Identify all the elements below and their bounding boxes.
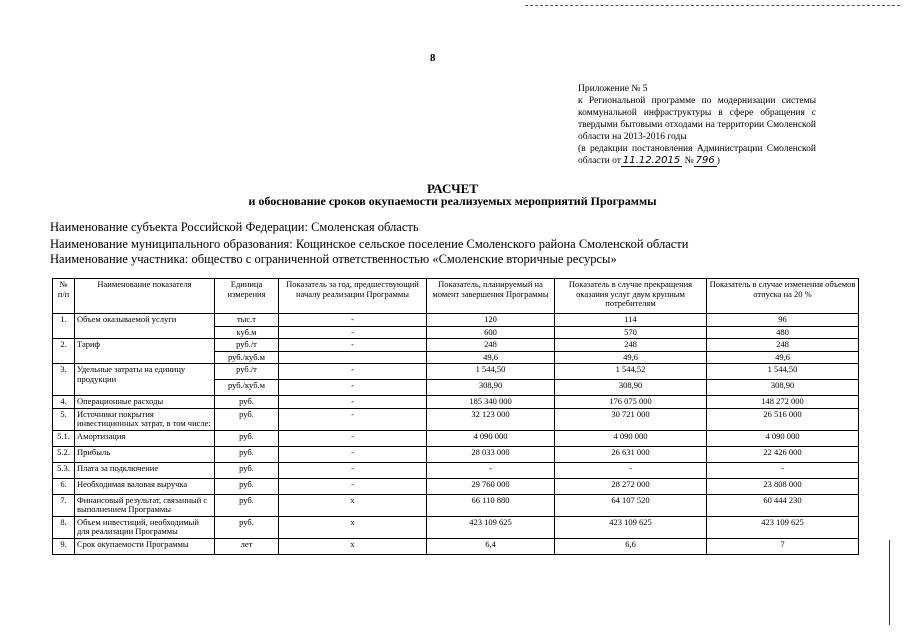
cell-unit: руб./куб.м	[215, 380, 279, 396]
header-stop: Показатель в случае прекращения оказания услуг двум крупным потребителям	[555, 279, 707, 314]
subject-line: Наименование субъекта Российской Федерации: Смоленская область	[50, 220, 419, 234]
cell-stop: 28 272 000	[555, 478, 707, 494]
cell-name: Необходимая валовая выручка	[75, 478, 215, 494]
cell-change: 22 426 000	[707, 446, 859, 462]
cell-plan: 4 090 000	[427, 430, 555, 446]
cell-unit: руб.	[215, 462, 279, 478]
document-subtitle: и обоснование сроков окупаемости реализуемых мероприятий Программы	[248, 194, 657, 208]
header-change: Показатель в случае изменения объемов отпуска на 20 %	[707, 279, 859, 314]
cell-prev: -	[279, 326, 427, 339]
cell-unit: тыс.т	[215, 314, 279, 327]
table-row	[53, 516, 859, 538]
cell-stop: 248	[555, 339, 707, 352]
scan-edge-line	[889, 540, 890, 625]
cell-plan: 28 033 000	[427, 446, 555, 462]
cell-prev: х	[279, 538, 427, 554]
cell-name: Плата за подключение	[75, 462, 215, 478]
cell-prev: -	[279, 430, 427, 446]
cell-num: 6.	[53, 478, 75, 494]
table-row	[53, 494, 859, 516]
cell-plan: 423 109 625	[427, 516, 555, 538]
table-row	[53, 430, 859, 446]
cell-plan: -	[427, 462, 555, 478]
header-name: Наименование показателя	[75, 279, 215, 314]
appendix-block	[578, 83, 816, 167]
cell-plan: 6,4	[427, 538, 555, 554]
document-title: РАСЧЕТ	[427, 181, 478, 196]
header-plan: Показатель, планируемый на момент завершения Программы	[427, 279, 555, 314]
cell-change: 26 516 000	[707, 408, 859, 430]
cell-stop: 423 109 625	[555, 516, 707, 538]
cell-name: Прибыль	[75, 446, 215, 462]
cell-plan: 600	[427, 326, 555, 339]
cell-prev: -	[279, 364, 427, 380]
cell-prev: -	[279, 446, 427, 462]
handwritten-number: 796	[695, 155, 715, 166]
cell-plan: 32 123 000	[427, 408, 555, 430]
table-row	[53, 478, 859, 494]
cell-change: 248	[707, 339, 859, 352]
cell-num: 1.	[53, 314, 75, 339]
cell-name: Объем инвестиций, необходимый для реализации Программы	[75, 516, 215, 538]
cell-stop: 114	[555, 314, 707, 327]
cell-change: 148 272 000	[707, 396, 859, 409]
calculation-table	[52, 278, 859, 555]
appendix-title: Приложение № 5	[578, 84, 648, 94]
cell-unit: руб.	[215, 516, 279, 538]
cell-unit: руб.	[215, 446, 279, 462]
cell-plan: 248	[427, 339, 555, 352]
cell-unit: руб.	[215, 494, 279, 516]
cell-plan: 29 760 000	[427, 478, 555, 494]
cell-unit: лет	[215, 538, 279, 554]
cell-name: Финансовый результат, связанный с выполнением Программы	[75, 494, 215, 516]
cell-num: 5.	[53, 408, 75, 430]
header-prev: Показатель за год, предшествующий началу реализации Программы	[279, 279, 427, 314]
cell-prev: -	[279, 396, 427, 409]
cell-num: 3.	[53, 364, 75, 396]
appendix-close: )	[716, 156, 720, 166]
cell-prev	[279, 351, 427, 364]
cell-stop: 49,6	[555, 351, 707, 364]
table-row	[53, 538, 859, 554]
cell-name: Срок окупаемости Программы	[75, 538, 215, 554]
cell-change: 480	[707, 326, 859, 339]
cell-change: 96	[707, 314, 859, 327]
cell-num: 7.	[53, 494, 75, 516]
table-header-row	[53, 279, 859, 314]
cell-prev: -	[279, 314, 427, 327]
cell-change: 1 544,50	[707, 364, 859, 380]
appendix-edition-prefix: (в редакции постановления Администрации Смоленской области от	[578, 144, 816, 166]
cell-plan: 308,90	[427, 380, 555, 396]
table-row	[53, 408, 859, 430]
cell-name: Удельные затраты на единицу продукции	[75, 364, 215, 396]
cell-unit: руб.	[215, 408, 279, 430]
cell-stop: 1 544,52	[555, 364, 707, 380]
cell-stop: 30 721 000	[555, 408, 707, 430]
cell-change: 23 808 000	[707, 478, 859, 494]
cell-stop: 176 075 000	[555, 396, 707, 409]
table-row	[53, 446, 859, 462]
municipality-line: Наименование муниципального образования: Кощинское сельское поселение Смоленского района Смоленской области	[50, 237, 689, 251]
cell-change: 60 444 230	[707, 494, 859, 516]
cell-name: Операционные расходы	[75, 396, 215, 409]
cell-prev: -	[279, 380, 427, 396]
cell-stop: 26 631 000	[555, 446, 707, 462]
cell-prev: -	[279, 339, 427, 352]
cell-num: 4.	[53, 396, 75, 409]
cell-name: Объем оказываемой услуги	[75, 314, 215, 339]
header-unit: Единица измерения	[215, 279, 279, 314]
cell-change: 7	[707, 538, 859, 554]
cell-plan: 66 110 880	[427, 494, 555, 516]
cell-name: Источники покрытия инвестиционных затрат, в том числе:	[75, 408, 215, 430]
cell-prev: х	[279, 516, 427, 538]
cell-num: 5.1.	[53, 430, 75, 446]
cell-stop: 6,6	[555, 538, 707, 554]
participant-line: Наименование участника: общество с ограниченной ответственностью «Смоленские вторичные ресурсы»	[50, 252, 617, 266]
cell-prev: -	[279, 478, 427, 494]
cell-unit: руб.	[215, 396, 279, 409]
cell-prev: -	[279, 462, 427, 478]
cell-stop: 64 107 520	[555, 494, 707, 516]
cell-change: 308,90	[707, 380, 859, 396]
number-label: №	[684, 156, 694, 166]
table-row	[53, 462, 859, 478]
header-num: № п/п	[53, 279, 75, 314]
cell-unit: куб.м	[215, 326, 279, 339]
cell-unit: руб./куб.м	[215, 351, 279, 364]
scan-top-line	[525, 5, 900, 7]
cell-unit: руб./т	[215, 364, 279, 380]
table-row	[53, 396, 859, 409]
cell-plan: 1 544,50	[427, 364, 555, 380]
cell-num: 5.3.	[53, 462, 75, 478]
cell-plan: 120	[427, 314, 555, 327]
cell-prev: х	[279, 494, 427, 516]
cell-name: Тариф	[75, 339, 215, 364]
cell-name: Амортизация	[75, 430, 215, 446]
table-row	[53, 314, 859, 327]
cell-num: 9.	[53, 538, 75, 554]
cell-plan: 49,6	[427, 351, 555, 364]
appendix-edition	[578, 143, 816, 167]
cell-stop: -	[555, 462, 707, 478]
cell-unit: руб./т	[215, 339, 279, 352]
cell-unit: руб.	[215, 430, 279, 446]
cell-stop: 4 090 000	[555, 430, 707, 446]
cell-num: 8.	[53, 516, 75, 538]
handwritten-date: 11.12.2015	[622, 155, 681, 166]
appendix-program: к Региональной программе по модернизации системы коммунальной инфраструктуры в сфере обращения с твердыми бытовыми отходами на территории Смоленской области на 2013-2016 годы	[578, 96, 816, 142]
cell-prev: -	[279, 408, 427, 430]
cell-unit: руб.	[215, 478, 279, 494]
table-row	[53, 339, 859, 352]
cell-change: -	[707, 462, 859, 478]
cell-stop: 308,90	[555, 380, 707, 396]
cell-stop: 570	[555, 326, 707, 339]
cell-change: 49,6	[707, 351, 859, 364]
cell-change: 423 109 625	[707, 516, 859, 538]
cell-plan: 185 340 000	[427, 396, 555, 409]
cell-num: 5.2.	[53, 446, 75, 462]
cell-change: 4 090 000	[707, 430, 859, 446]
page-number: 8	[430, 52, 436, 64]
cell-num: 2.	[53, 339, 75, 364]
table-row	[53, 364, 859, 380]
